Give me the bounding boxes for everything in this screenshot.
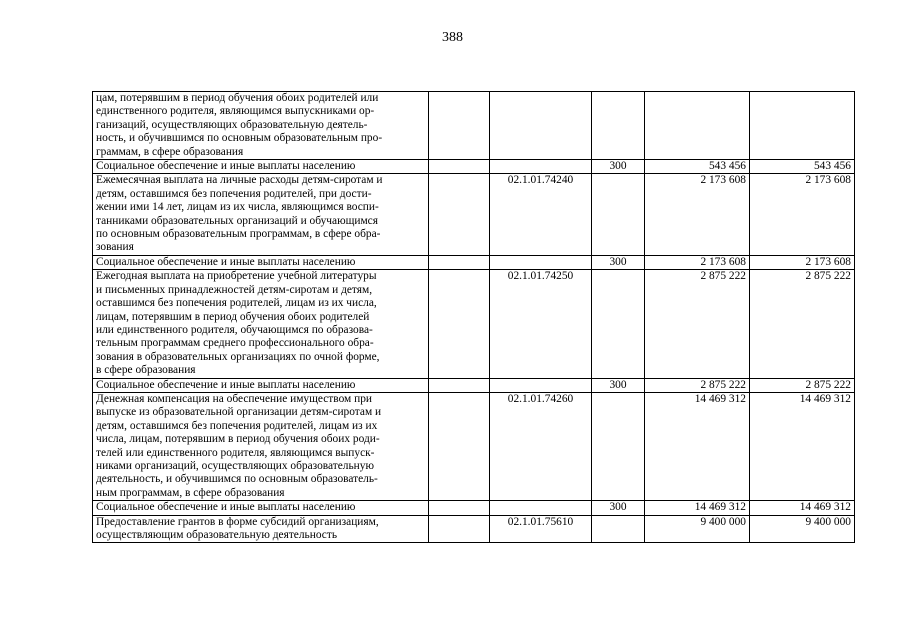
expense-type-code: 300	[592, 378, 645, 392]
amount-year-1: 543 456	[645, 160, 750, 174]
target-code: 02.1.01.74240	[490, 174, 592, 255]
description-line: выпуске из образовательной организации детям-сиротам и	[96, 406, 382, 419]
description-line: танниками образовательных организаций и обучающимся	[96, 214, 378, 227]
table-row	[93, 515, 855, 543]
amount-year-1: 2 875 222	[645, 270, 750, 378]
amount-year-2: 543 456	[750, 160, 855, 174]
table-row	[93, 501, 855, 515]
description-line: никами организаций, осуществляющих образовательную	[96, 459, 374, 472]
description-line: Ежемесячная выплата на личные расходы детям-сиротам и	[96, 174, 383, 187]
amount-year-1: 2 875 222	[645, 378, 750, 392]
expense-type-code	[592, 270, 645, 378]
description-line: жении ими 14 лет, лицам из их числа, являющимся воспи-	[96, 201, 379, 214]
description-line: Социальное обеспечение и иные выплаты населению	[96, 501, 356, 514]
row-description	[93, 501, 429, 515]
empty-cell	[429, 174, 490, 255]
table-row	[93, 92, 855, 160]
target-code	[490, 255, 592, 269]
empty-cell	[429, 392, 490, 500]
target-code	[490, 92, 592, 160]
amount-year-1: 2 173 608	[645, 255, 750, 269]
expense-type-code: 300	[592, 501, 645, 515]
empty-cell	[429, 501, 490, 515]
description-line: детям, оставшимся без попечения родителей, при дости-	[96, 187, 372, 200]
row-description	[93, 255, 429, 269]
description-line: Социальное обеспечение и иные выплаты населению	[96, 378, 356, 391]
amount-year-2: 2 875 222	[750, 270, 855, 378]
amount-year-1: 14 469 312	[645, 392, 750, 500]
row-description	[93, 515, 429, 543]
empty-cell	[429, 92, 490, 160]
description-line: тельным программам среднего профессионального обра-	[96, 337, 374, 350]
page-number: 388	[442, 30, 463, 45]
expense-type-code: 300	[592, 160, 645, 174]
row-description	[93, 174, 429, 255]
table-row	[93, 160, 855, 174]
amount-year-2	[750, 92, 855, 160]
amount-year-1: 2 173 608	[645, 174, 750, 255]
empty-cell	[429, 255, 490, 269]
description-line: зования	[96, 241, 134, 254]
description-line: Социальное обеспечение и иные выплаты населению	[96, 160, 356, 173]
amount-year-2: 2 875 222	[750, 378, 855, 392]
amount-year-1	[645, 92, 750, 160]
amount-year-1: 9 400 000	[645, 515, 750, 543]
budget-table-body	[93, 92, 855, 543]
description-line: зования в образовательных организациях по очной форме,	[96, 350, 380, 363]
empty-cell	[429, 378, 490, 392]
amount-year-2: 9 400 000	[750, 515, 855, 543]
row-description	[93, 392, 429, 500]
target-code: 02.1.01.74250	[490, 270, 592, 378]
expense-type-code	[592, 174, 645, 255]
row-description	[93, 92, 429, 160]
description-line: деятельность, и обучившимся по основным образователь-	[96, 473, 378, 486]
description-line: единственного родителя, являющимся выпускниками ор-	[96, 105, 375, 118]
amount-year-2: 14 469 312	[750, 501, 855, 515]
description-line: цам, потерявшим в период обучения обоих родителей или	[96, 92, 379, 104]
table-row	[93, 174, 855, 255]
empty-cell	[429, 515, 490, 543]
table-row	[93, 270, 855, 378]
description-line: граммам, в сфере образования	[96, 145, 244, 158]
target-code	[490, 160, 592, 174]
target-code	[490, 501, 592, 515]
description-line: Ежегодная выплата на приобретение учебной литературы	[96, 270, 377, 283]
description-line: Предоставление грантов в форме субсидий организациям,	[96, 515, 379, 528]
description-line: телей или единственного родителя, являющимся выпуск-	[96, 446, 375, 459]
expense-type-code	[592, 92, 645, 160]
budget-table	[92, 91, 855, 543]
description-line: Денежная компенсация на обеспечение имуществом при	[96, 392, 372, 405]
description-line: детям, оставшимся без попечения родителей, лицам из их	[96, 419, 378, 432]
amount-year-2: 2 173 608	[750, 255, 855, 269]
table-row	[93, 392, 855, 500]
description-line: и письменных принадлежностей детям-сиротам и детям,	[96, 283, 373, 296]
amount-year-2: 14 469 312	[750, 392, 855, 500]
description-line: числа, лицам, потерявшим в период обучения обоих роди-	[96, 433, 380, 446]
description-line: по основным образовательным программам, в сфере обра-	[96, 228, 381, 241]
amount-year-1: 14 469 312	[645, 501, 750, 515]
row-description	[93, 378, 429, 392]
expense-type-code	[592, 392, 645, 500]
target-code: 02.1.01.75610	[490, 515, 592, 543]
table-row	[93, 255, 855, 269]
expense-type-code: 300	[592, 255, 645, 269]
description-line: ганизаций, осуществляющих образовательную деятель-	[96, 118, 368, 131]
description-line: лицам, потерявшим в период обучения обоих родителей	[96, 310, 370, 323]
empty-cell	[429, 160, 490, 174]
description-line: Социальное обеспечение и иные выплаты населению	[96, 255, 356, 268]
amount-year-2: 2 173 608	[750, 174, 855, 255]
description-line: или единственного родителя, обучающимся по образова-	[96, 323, 373, 336]
description-line: ность, и обучившимся по основным образовательным про-	[96, 132, 383, 145]
target-code: 02.1.01.74260	[490, 392, 592, 500]
description-line: в сфере образования	[96, 364, 196, 377]
expense-type-code	[592, 515, 645, 543]
target-code	[490, 378, 592, 392]
empty-cell	[429, 270, 490, 378]
description-line: ным программам, в сфере образования	[96, 486, 285, 499]
description-line: осуществляющим образовательную деятельность	[96, 529, 338, 541]
row-description	[93, 270, 429, 378]
table-row	[93, 378, 855, 392]
row-description	[93, 160, 429, 174]
description-line: оставшимся без попечения родителей, лицам из их числа,	[96, 297, 377, 310]
